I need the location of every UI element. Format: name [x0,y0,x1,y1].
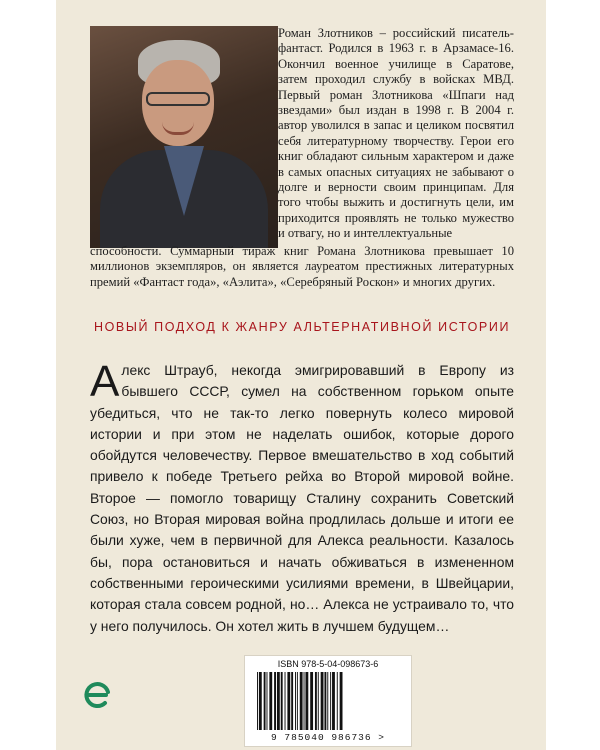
barcode-bar [305,672,308,730]
portrait-glasses [146,92,210,106]
barcode-bar [321,672,324,730]
barcode-bar [310,672,313,730]
ean-number: 9 785040 986736 > [271,732,385,743]
barcode-bar [285,672,286,730]
barcode-bar [267,672,268,730]
barcode-bar [332,672,335,730]
annotation-text: лекс Штрауб, некогда эмигрировавший в Европу из бывшего СССР, сумел на собственном горьком опыте убедиться, что не так-то легко повернуть колесо мировой истории и при этом не наделать ошибок, которые дорого обойдутся человечеству. Первое вмешательство в ход событий привело к победе Третьего рейха во Второй мировой войне. Второе — помогло товарищу Сталину сохранить Советский Союз, но Вторая мировая война продлилась дольше и итоги ее были хуже, чем в первичной для Алекса реальности. Казалось бы, пора остановиться и начать обживаться в измененном собственными героическими усилиями времени, в Швейцарии, которая стала совсем родной, но… Алекса не устраивало то, что у него получилось. Он хотел жить в лучшем будущем… [90,362,514,634]
drop-cap: А [90,357,120,406]
book-annotation [90,357,514,637]
barcode-bar [257,672,258,730]
book-back-cover [56,0,546,750]
barcode-bar [287,672,290,730]
author-bio-part1: Роман Злотников – российский писатель-фантаст. Родился в 1963 г. в Арзамасе-16. Окончил военное училище в Саратове, затем проходил службу в войсках МВД. Первый роман Злотникова «Шпаги над звездами» был издан в 1998 г. В 2004 г. автор уволился в запас и целиком посвятил себя литературному творчеству. Герои его книг обладают сильным характером и даже в самых опасных ситуациях не забывают о долге и верности своим принципам. Для того чтобы выжить и достигнуть цели, им приходится проявлять не только мужество и отвагу, но и интеллектуальные [278,26,514,241]
barcode-bar [269,672,272,730]
barcode-bar [274,672,276,730]
barcode-bar [259,672,262,730]
barcode-bars [253,672,403,732]
author-portrait [90,26,278,248]
barcode-bar [337,672,338,730]
barcode-label [244,655,412,747]
barcode-bar [297,672,298,730]
barcode-bar [291,672,293,730]
barcode-bar [264,672,266,730]
isbn-text: ISBN 978-5-04-098673-6 [277,659,379,669]
barcode-bar [304,672,305,730]
barcode-bar [315,672,317,730]
barcode-bar [324,672,326,730]
eksmo-logo-icon [82,680,112,710]
barcode-bar [330,672,331,730]
barcode-bar [277,672,280,730]
author-bio-part2: способности. Суммарный тираж книг Романа Злотникова превышает 10 миллионов экземпляров, он является лауреатом престижных литературных премий «Фантаст года», «Аэлита», «Серебряный Роскон» и многих других. [90,244,514,289]
barcode-bar [295,672,296,730]
barcode-bar [327,672,328,730]
barcode-bar [318,672,319,730]
barcode-bar [281,672,283,730]
section-headline: НОВЫЙ ПОДХОД К ЖАНРУ АЛЬТЕРНАТИВНОЙ ИСТОРИИ [93,320,511,334]
barcode-bar [300,672,303,730]
barcode-bar [340,672,343,730]
